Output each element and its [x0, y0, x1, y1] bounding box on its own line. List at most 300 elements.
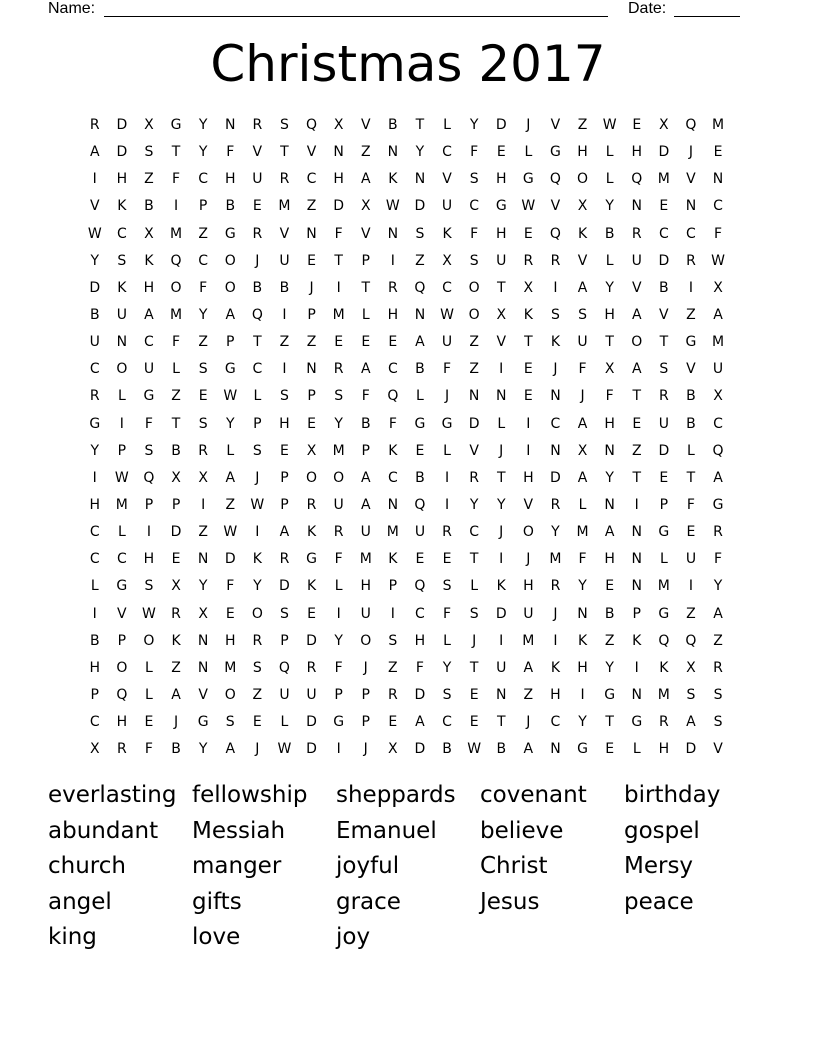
grid-letter[interactable]: I — [499, 632, 504, 649]
grid-letter[interactable]: M — [657, 171, 671, 188]
grid-letter[interactable]: T — [415, 117, 425, 133]
grid-letter[interactable]: L — [443, 442, 452, 459]
grid-letter[interactable]: Q — [414, 279, 426, 296]
grid-letter[interactable]: P — [361, 686, 371, 703]
grid-letter[interactable]: D — [495, 605, 508, 622]
grid-letter[interactable]: B — [360, 415, 372, 432]
grid-letter[interactable]: W — [521, 198, 536, 215]
grid-letter[interactable]: S — [252, 442, 263, 459]
grid-letter[interactable]: R — [658, 714, 670, 731]
grid-letter[interactable]: C — [658, 225, 670, 242]
grid-letter[interactable]: E — [415, 442, 425, 459]
grid-letter[interactable]: U — [279, 252, 291, 269]
grid-letter[interactable]: O — [116, 361, 128, 378]
grid-letter[interactable]: T — [496, 469, 507, 486]
grid-letter[interactable]: J — [173, 714, 179, 731]
grid-letter[interactable]: U — [496, 252, 507, 269]
grid-letter[interactable]: I — [282, 306, 287, 323]
grid-letter[interactable]: R — [333, 524, 344, 541]
grid-letter[interactable]: G — [604, 686, 616, 703]
grid-letter[interactable]: N — [414, 306, 426, 323]
grid-letter[interactable]: D — [685, 741, 697, 758]
grid-letter[interactable]: I — [390, 605, 396, 622]
grid-letter[interactable]: L — [361, 306, 371, 323]
grid-letter[interactable]: C — [469, 198, 480, 215]
grid-letter[interactable]: L — [145, 686, 154, 703]
grid-letter[interactable]: N — [414, 171, 426, 188]
grid-letter[interactable]: X — [89, 741, 101, 758]
grid-letter[interactable]: B — [171, 741, 182, 758]
grid-letter[interactable]: Y — [198, 117, 208, 133]
grid-letter[interactable]: L — [226, 442, 235, 459]
grid-letter[interactable]: U — [685, 551, 697, 568]
grid-letter[interactable]: E — [469, 686, 480, 703]
grid-letter[interactable]: O — [143, 632, 155, 649]
grid-letter[interactable]: P — [307, 306, 317, 323]
grid-letter[interactable]: H — [116, 714, 128, 731]
grid-letter[interactable]: E — [307, 415, 317, 432]
grid-letter[interactable]: G — [306, 551, 318, 568]
grid-letter[interactable]: K — [496, 578, 507, 595]
grid-letter[interactable]: S — [225, 714, 236, 731]
grid-letter[interactable]: A — [144, 306, 155, 323]
grid-letter[interactable]: F — [415, 659, 425, 676]
grid-letter[interactable]: A — [415, 334, 426, 351]
grid-letter[interactable]: J — [255, 469, 260, 486]
grid-letter[interactable]: M — [712, 117, 725, 133]
grid-letter[interactable]: Y — [605, 659, 615, 676]
grid-letter[interactable]: L — [117, 524, 127, 541]
grid-letter[interactable]: L — [605, 252, 615, 269]
grid-letter[interactable]: G — [224, 225, 237, 242]
grid-letter[interactable]: I — [92, 171, 98, 188]
grid-letter[interactable]: M — [657, 578, 671, 595]
grid-letter[interactable]: V — [631, 279, 643, 296]
grid-letter[interactable]: V — [198, 686, 209, 703]
grid-letter[interactable]: N — [306, 225, 318, 242]
grid-letter[interactable]: C — [387, 469, 399, 486]
grid-letter[interactable]: E — [252, 714, 263, 731]
grid-letter[interactable]: E — [713, 144, 723, 161]
grid-letter[interactable]: B — [89, 632, 101, 649]
grid-letter[interactable]: I — [390, 252, 396, 269]
grid-letter[interactable]: B — [171, 442, 182, 459]
grid-letter[interactable]: P — [307, 388, 317, 405]
grid-letter[interactable]: N — [496, 388, 507, 405]
grid-letter[interactable]: Y — [90, 252, 100, 269]
grid-letter[interactable]: K — [117, 198, 127, 215]
grid-letter[interactable]: W — [711, 252, 726, 269]
grid-letter[interactable]: S — [144, 578, 154, 595]
grid-letter[interactable]: S — [550, 306, 561, 323]
grid-letter[interactable]: M — [170, 225, 183, 242]
grid-letter[interactable]: R — [442, 524, 453, 541]
grid-letter[interactable]: E — [171, 551, 181, 568]
grid-letter[interactable]: I — [173, 198, 179, 215]
grid-letter[interactable]: L — [334, 578, 344, 595]
grid-letter[interactable]: V — [659, 306, 670, 323]
name-field[interactable] — [104, 0, 608, 17]
grid-letter[interactable]: V — [577, 252, 588, 269]
grid-letter[interactable]: F — [443, 605, 452, 622]
grid-letter[interactable]: T — [605, 334, 615, 351]
grid-letter[interactable]: N — [387, 144, 399, 161]
grid-letter[interactable]: J — [526, 714, 531, 731]
grid-letter[interactable]: J — [526, 117, 531, 133]
grid-letter[interactable]: Y — [198, 741, 208, 758]
grid-letter[interactable]: E — [307, 605, 317, 622]
grid-letter[interactable]: Z — [577, 117, 588, 133]
grid-letter[interactable]: A — [279, 524, 290, 541]
grid-letter[interactable]: G — [658, 524, 670, 541]
grid-letter[interactable]: I — [336, 279, 342, 296]
grid-letter[interactable]: Y — [334, 632, 344, 649]
grid-letter[interactable]: G — [333, 714, 345, 731]
grid-letter[interactable]: K — [442, 225, 453, 242]
grid-letter[interactable]: D — [658, 144, 670, 161]
grid-letter[interactable]: U — [306, 686, 318, 703]
grid-letter[interactable]: P — [117, 442, 127, 459]
grid-letter[interactable]: D — [89, 279, 101, 296]
grid-letter[interactable]: M — [549, 551, 562, 568]
grid-letter[interactable]: O — [251, 605, 264, 622]
grid-letter[interactable]: G — [685, 334, 697, 351]
grid-letter[interactable]: V — [442, 171, 453, 188]
grid-letter[interactable]: S — [279, 388, 290, 405]
grid-letter[interactable]: F — [334, 659, 344, 676]
grid-letter[interactable]: Q — [116, 686, 128, 703]
grid-letter[interactable]: H — [604, 306, 616, 323]
grid-letter[interactable]: S — [279, 117, 290, 133]
grid-letter[interactable]: W — [87, 225, 103, 242]
grid-letter[interactable]: M — [332, 442, 346, 459]
grid-letter[interactable]: I — [526, 415, 531, 432]
grid-letter[interactable]: N — [496, 686, 507, 703]
grid-letter[interactable]: Y — [90, 442, 100, 459]
grid-letter[interactable]: A — [89, 144, 101, 161]
grid-letter[interactable]: V — [279, 225, 290, 242]
grid-letter[interactable]: J — [688, 144, 694, 161]
grid-letter[interactable]: K — [306, 578, 317, 595]
grid-letter[interactable]: G — [577, 741, 589, 758]
grid-letter[interactable]: L — [524, 144, 533, 161]
grid-letter[interactable]: D — [116, 144, 128, 161]
grid-letter[interactable]: O — [468, 306, 481, 323]
grid-letter[interactable]: N — [577, 605, 589, 622]
grid-letter[interactable]: I — [634, 496, 640, 513]
grid-letter[interactable]: E — [632, 415, 642, 432]
grid-letter[interactable]: Z — [198, 225, 209, 242]
grid-letter[interactable]: Z — [360, 144, 372, 161]
grid-letter[interactable]: R — [279, 171, 290, 188]
grid-letter[interactable]: U — [116, 306, 128, 323]
grid-letter[interactable]: K — [306, 524, 317, 541]
grid-letter[interactable]: E — [144, 714, 154, 731]
grid-letter[interactable]: E — [605, 741, 615, 758]
grid-letter[interactable]: N — [197, 659, 209, 676]
grid-letter[interactable]: R — [550, 578, 561, 595]
grid-letter[interactable]: L — [605, 144, 615, 161]
grid-letter[interactable]: N — [631, 551, 643, 568]
grid-letter[interactable]: Y — [198, 578, 208, 595]
grid-letter[interactable]: V — [686, 171, 697, 188]
grid-letter[interactable]: D — [495, 117, 508, 133]
grid-letter[interactable]: I — [688, 578, 694, 595]
grid-letter[interactable]: Z — [523, 686, 534, 703]
grid-letter[interactable]: Y — [578, 714, 588, 731]
grid-letter[interactable]: H — [604, 551, 616, 568]
grid-letter[interactable]: J — [499, 524, 504, 541]
grid-letter[interactable]: T — [469, 551, 479, 568]
grid-letter[interactable]: X — [442, 252, 453, 269]
grid-letter[interactable]: S — [198, 415, 209, 432]
grid-letter[interactable]: K — [388, 551, 398, 568]
grid-letter[interactable]: P — [334, 686, 344, 703]
grid-letter[interactable]: A — [577, 415, 588, 432]
grid-letter[interactable]: A — [713, 469, 724, 486]
grid-letter[interactable]: Q — [278, 659, 291, 676]
grid-letter[interactable]: K — [523, 306, 534, 323]
grid-letter[interactable]: H — [143, 279, 155, 296]
grid-letter[interactable]: W — [223, 524, 238, 541]
grid-letter[interactable]: B — [225, 198, 236, 215]
grid-letter[interactable]: X — [523, 279, 534, 296]
grid-letter[interactable]: Y — [713, 578, 723, 595]
grid-letter[interactable]: Z — [713, 632, 724, 649]
grid-letter[interactable]: B — [415, 469, 426, 486]
grid-letter[interactable]: Z — [279, 334, 290, 351]
grid-letter[interactable]: Z — [225, 496, 236, 513]
grid-letter[interactable]: I — [92, 469, 98, 486]
grid-letter[interactable]: G — [170, 117, 182, 133]
grid-letter[interactable]: M — [278, 198, 291, 215]
grid-letter[interactable]: Q — [631, 171, 643, 188]
grid-letter[interactable]: K — [659, 659, 669, 676]
grid-letter[interactable]: R — [387, 279, 399, 296]
grid-letter[interactable]: E — [523, 361, 534, 378]
grid-letter[interactable]: W — [440, 306, 455, 323]
grid-letter[interactable]: E — [198, 388, 209, 405]
grid-letter[interactable]: N — [225, 117, 236, 133]
grid-letter[interactable]: A — [360, 469, 372, 486]
grid-letter[interactable]: I — [201, 496, 206, 513]
grid-letter[interactable]: Q — [170, 252, 183, 269]
grid-letter[interactable]: R — [631, 225, 643, 242]
grid-letter[interactable]: Y — [198, 306, 208, 323]
grid-letter[interactable]: C — [550, 714, 561, 731]
grid-letter[interactable]: E — [632, 117, 642, 133]
grid-letter[interactable]: W — [277, 741, 292, 758]
grid-letter[interactable]: Y — [198, 144, 208, 161]
grid-letter[interactable]: R — [306, 659, 317, 676]
grid-letter[interactable]: R — [171, 605, 182, 622]
grid-letter[interactable]: Q — [143, 469, 155, 486]
grid-letter[interactable]: Z — [388, 659, 399, 676]
grid-letter[interactable]: R — [658, 388, 670, 405]
grid-letter[interactable]: A — [171, 686, 182, 703]
date-field[interactable] — [674, 0, 740, 17]
grid-letter[interactable]: X — [171, 578, 182, 595]
grid-letter[interactable]: C — [144, 334, 155, 351]
grid-letter[interactable]: R — [713, 524, 724, 541]
grid-letter[interactable]: H — [143, 551, 155, 568]
grid-letter[interactable]: N — [197, 632, 209, 649]
grid-letter[interactable]: J — [255, 741, 260, 758]
grid-letter[interactable]: S — [442, 686, 452, 703]
grid-letter[interactable]: U — [89, 334, 101, 351]
grid-letter[interactable]: H — [495, 171, 508, 188]
grid-letter[interactable]: A — [631, 361, 643, 378]
grid-letter[interactable]: A — [713, 605, 724, 622]
grid-letter[interactable]: T — [496, 279, 507, 296]
grid-letter[interactable]: H — [414, 632, 426, 649]
grid-letter[interactable]: A — [523, 659, 534, 676]
grid-letter[interactable]: S — [198, 361, 209, 378]
grid-letter[interactable]: A — [604, 524, 615, 541]
grid-letter[interactable]: J — [553, 605, 558, 622]
grid-letter[interactable]: Z — [198, 334, 209, 351]
grid-letter[interactable]: X — [333, 117, 344, 133]
grid-letter[interactable]: J — [444, 388, 450, 405]
grid-letter[interactable]: C — [469, 524, 480, 541]
grid-letter[interactable]: A — [713, 306, 724, 323]
grid-letter[interactable]: Z — [469, 334, 480, 351]
grid-letter[interactable]: L — [117, 388, 127, 405]
grid-letter[interactable]: G — [143, 388, 155, 405]
grid-letter[interactable]: P — [198, 198, 208, 215]
grid-letter[interactable]: O — [333, 469, 345, 486]
grid-letter[interactable]: I — [119, 415, 125, 432]
grid-letter[interactable]: X — [198, 605, 209, 622]
grid-letter[interactable]: Q — [414, 578, 426, 595]
grid-letter[interactable]: K — [252, 551, 263, 568]
grid-letter[interactable]: H — [224, 632, 237, 649]
grid-letter[interactable]: F — [334, 551, 344, 568]
grid-letter[interactable]: Q — [549, 225, 562, 242]
grid-letter[interactable]: U — [523, 605, 534, 622]
grid-letter[interactable]: X — [198, 469, 209, 486]
grid-letter[interactable]: F — [226, 578, 235, 595]
grid-letter[interactable]: F — [578, 361, 588, 378]
grid-letter[interactable]: H — [89, 659, 101, 676]
grid-letter[interactable]: H — [658, 741, 670, 758]
grid-letter[interactable]: K — [577, 225, 588, 242]
grid-letter[interactable]: V — [523, 496, 534, 513]
grid-letter[interactable]: S — [713, 714, 723, 731]
grid-letter[interactable]: J — [255, 252, 260, 269]
grid-letter[interactable]: V — [550, 198, 561, 215]
grid-letter[interactable]: C — [252, 361, 263, 378]
grid-letter[interactable]: C — [89, 714, 101, 731]
grid-letter[interactable]: R — [333, 361, 344, 378]
grid-letter[interactable]: H — [577, 144, 589, 161]
grid-letter[interactable]: X — [577, 198, 588, 215]
grid-letter[interactable]: F — [388, 415, 398, 432]
grid-letter[interactable]: N — [306, 361, 318, 378]
grid-letter[interactable]: M — [224, 659, 237, 676]
grid-letter[interactable]: P — [253, 415, 263, 432]
grid-letter[interactable]: G — [712, 496, 724, 513]
grid-letter[interactable]: A — [360, 171, 372, 188]
grid-letter[interactable]: N — [387, 225, 399, 242]
grid-letter[interactable]: B — [144, 198, 155, 215]
grid-letter[interactable]: P — [659, 496, 669, 513]
grid-letter[interactable]: W — [223, 388, 238, 405]
grid-letter[interactable]: G — [89, 415, 101, 432]
grid-letter[interactable]: R — [116, 741, 128, 758]
grid-letter[interactable]: I — [688, 279, 694, 296]
grid-letter[interactable]: J — [309, 279, 315, 296]
grid-letter[interactable]: C — [89, 551, 101, 568]
grid-letter[interactable]: I — [580, 686, 586, 703]
grid-letter[interactable]: R — [550, 252, 561, 269]
grid-letter[interactable]: A — [360, 496, 372, 513]
grid-letter[interactable]: S — [144, 144, 154, 161]
grid-letter[interactable]: P — [280, 632, 290, 649]
grid-letter[interactable]: P — [171, 496, 181, 513]
grid-letter[interactable]: E — [361, 334, 371, 351]
grid-letter[interactable]: D — [468, 415, 481, 432]
grid-letter[interactable]: H — [387, 306, 399, 323]
grid-letter[interactable]: X — [388, 741, 399, 758]
grid-letter[interactable]: E — [659, 198, 669, 215]
grid-letter[interactable]: F — [470, 225, 479, 242]
grid-letter[interactable]: M — [576, 524, 590, 541]
grid-letter[interactable]: J — [363, 741, 369, 758]
grid-letter[interactable]: L — [605, 171, 615, 188]
grid-letter[interactable]: G — [414, 415, 426, 432]
grid-letter[interactable]: U — [414, 524, 426, 541]
grid-letter[interactable]: A — [225, 741, 236, 758]
grid-letter[interactable]: L — [687, 442, 696, 459]
grid-letter[interactable]: C — [306, 171, 317, 188]
grid-letter[interactable]: P — [632, 605, 642, 622]
grid-letter[interactable]: X — [171, 469, 182, 486]
grid-letter[interactable]: H — [523, 469, 535, 486]
grid-letter[interactable]: N — [604, 496, 616, 513]
grid-letter[interactable]: H — [495, 225, 508, 242]
grid-letter[interactable]: N — [604, 442, 616, 459]
grid-letter[interactable]: B — [252, 279, 263, 296]
grid-letter[interactable]: F — [443, 361, 452, 378]
grid-letter[interactable]: M — [332, 306, 346, 323]
grid-letter[interactable]: N — [631, 524, 643, 541]
grid-letter[interactable]: X — [144, 225, 155, 242]
grid-letter[interactable]: F — [172, 334, 181, 351]
grid-letter[interactable]: R — [252, 632, 263, 649]
grid-letter[interactable]: G — [197, 714, 210, 731]
grid-letter[interactable]: I — [255, 524, 260, 541]
grid-letter[interactable]: K — [632, 632, 642, 649]
grid-letter[interactable]: V — [306, 144, 317, 161]
grid-letter[interactable]: S — [713, 686, 723, 703]
grid-letter[interactable]: Z — [604, 632, 615, 649]
grid-letter[interactable]: R — [686, 252, 697, 269]
grid-letter[interactable]: J — [526, 551, 531, 568]
grid-letter[interactable]: Z — [415, 252, 426, 269]
grid-letter[interactable]: G — [550, 144, 562, 161]
grid-letter[interactable]: B — [442, 741, 453, 758]
grid-letter[interactable]: L — [632, 741, 642, 758]
grid-letter[interactable]: Y — [551, 524, 561, 541]
grid-letter[interactable]: O — [360, 632, 372, 649]
grid-letter[interactable]: S — [415, 225, 425, 242]
grid-letter[interactable]: U — [441, 334, 453, 351]
grid-letter[interactable]: P — [361, 252, 371, 269]
grid-letter[interactable]: I — [146, 524, 152, 541]
grid-letter[interactable]: P — [280, 496, 290, 513]
grid-letter[interactable]: Y — [578, 578, 588, 595]
